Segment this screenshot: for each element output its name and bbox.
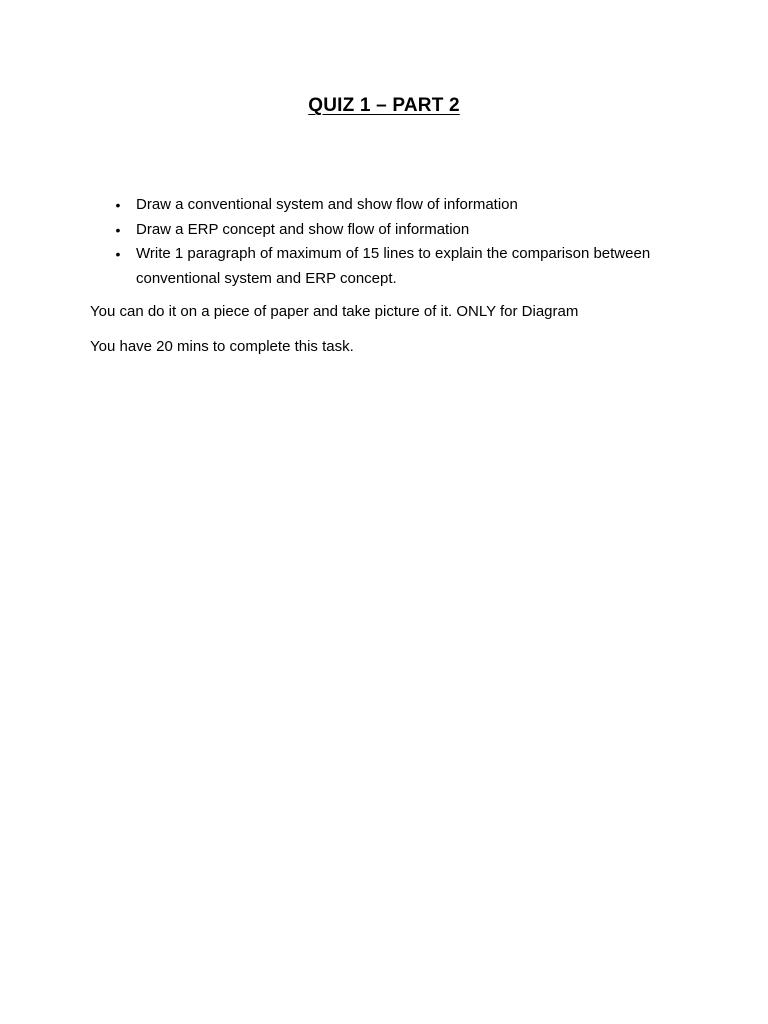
submission-note: You can do it on a piece of paper and take picture of it. ONLY for Diagram <box>90 303 579 320</box>
task-item-2 <box>112 218 672 243</box>
task-text: Draw a ERP concept and show flow of information <box>136 220 470 238</box>
quiz-title: QUIZ 1 – PART 2 <box>308 95 460 116</box>
task-text: Draw a conventional system and show flow of information <box>136 196 518 213</box>
time-limit-note: You have 20 mins to complete this task. <box>90 338 354 355</box>
task-item-3 <box>112 242 672 291</box>
task-item-1 <box>112 193 672 218</box>
bullet-icon: • <box>115 246 121 262</box>
bullet-icon: • <box>115 221 121 238</box>
bullet-icon: • <box>115 197 121 213</box>
task-list <box>112 193 672 291</box>
task-text: Write 1 paragraph of maximum of 15 lines to explain the comparison between conventional system and ERP concept. <box>136 245 651 287</box>
